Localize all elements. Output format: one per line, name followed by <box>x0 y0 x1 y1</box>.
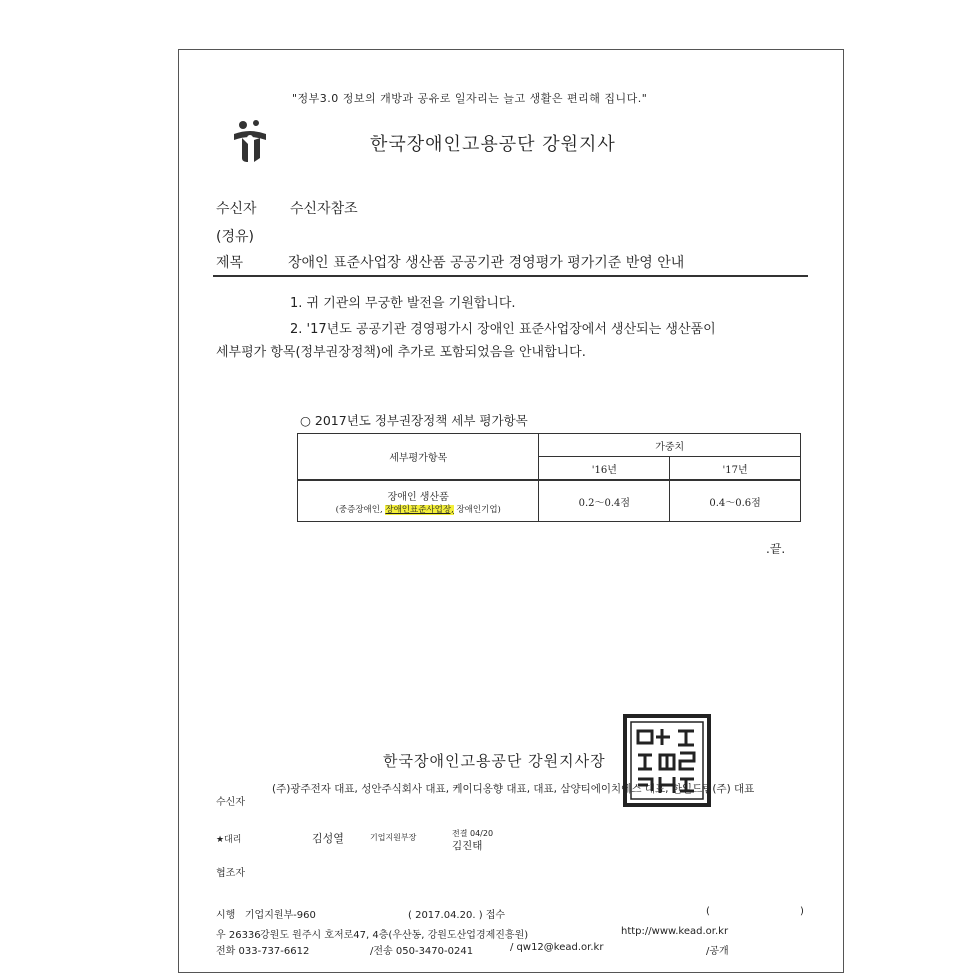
header-item: 세부평가항목 <box>298 434 539 481</box>
drafter-name: 김성열 <box>312 832 344 845</box>
subject-value: 장애인 표준사업장 생산품 공공기관 경영평가 평가기준 반영 안내 <box>288 255 685 271</box>
highlighted-standard-workplace: 장애인표준사업장, <box>385 504 454 515</box>
recipient-value: 수신자참조 <box>290 201 358 217</box>
approver-name: 김진태 <box>452 840 483 852</box>
end-mark: .끝. <box>766 542 786 556</box>
body-line-3: 세부평가 항목(정부권장정책)에 추가로 포함되었음을 안내합니다. <box>216 345 586 360</box>
subject-label: 제목 <box>216 255 244 271</box>
header-weight: 가중치 <box>539 434 801 457</box>
body-line-2: 2. '17년도 공공기관 경영평가시 장애인 표준사업장에서 생산되는 생산품이 <box>290 322 716 337</box>
via-label: (경유) <box>216 229 254 245</box>
address: 강원도 원주시 호저로47, 4층(우산동, 강원도산업경제진흥원) <box>260 930 529 941</box>
website-link[interactable]: http://www.kead.or.kr <box>621 926 729 937</box>
table-title: ○ 2017년도 정부권장정책 세부 평가항목 <box>300 413 528 428</box>
organization-title: 한국장애인고용공단 강원지사 <box>370 134 616 155</box>
phone-number: 전화 033-737-6612 <box>216 946 310 957</box>
row-item-main: 장애인 생산품 <box>387 491 449 503</box>
body-line-1: 1. 귀 기관의 무궁한 발전을 기원합니다. <box>290 296 516 311</box>
row-item-sub: (중증장애인, 장애인표준사업장, 장애인기업) <box>335 504 501 515</box>
disclosure-status: /공개 <box>706 946 729 957</box>
row-2017-value: 0.4～0.6점 <box>670 480 801 522</box>
subject-underline <box>213 275 808 277</box>
approval-note: 전결 04/20 <box>452 829 494 838</box>
fax-number: /전송 050-3470-0241 <box>370 946 474 957</box>
recipient-label: 수신자 <box>216 201 257 217</box>
email-address[interactable]: / qw12@kead.or.kr <box>510 942 604 953</box>
row-item <box>298 480 539 522</box>
postal-code: 우 26336 <box>216 930 261 941</box>
row-2016-value: 0.2～0.4점 <box>539 480 670 522</box>
receipt-close: ) <box>800 906 804 917</box>
evaluation-table <box>297 433 801 522</box>
drafter-title: 기업지원부장 <box>370 833 417 842</box>
header-2016: '16년 <box>539 457 670 481</box>
recipients-list: (주)광주전자 대표, 성안주식회사 대표, 케이디옹향 대표, 대표, 삼양티에이치에스 대표, 한일드림(주) 대표 <box>272 783 755 795</box>
drafter-label: ★대리 <box>216 835 242 845</box>
receipt-open: ( <box>706 906 710 917</box>
cooperator-label: 협조자 <box>216 868 245 879</box>
enforcement-date: ( 2017.04.20. ) 접수 <box>408 910 506 921</box>
header-2017: '17년 <box>670 457 801 481</box>
issuer-name: 한국장애인고용공단 강원지사장 <box>383 752 606 770</box>
kead-logo-icon <box>230 118 270 164</box>
government-motto: "정부3.0 정보의 개방과 공유로 일자리는 늘고 생활은 편리해 집니다." <box>292 92 648 105</box>
recipients-label: 수신자 <box>216 797 245 808</box>
enforcement-line: 시행 기업지원부-960 <box>216 910 316 921</box>
